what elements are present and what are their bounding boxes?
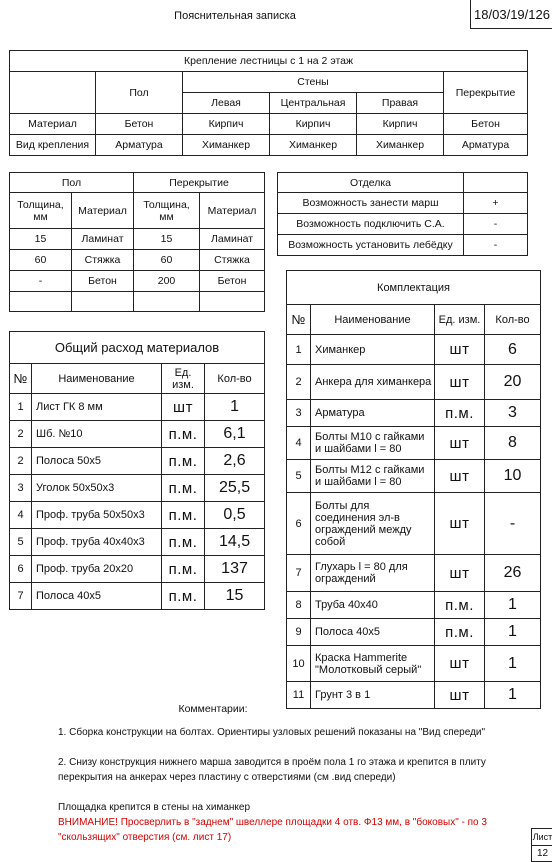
table-row: 1 Лист ГК 8 мм шт 1 xyxy=(10,394,265,421)
page-title: Пояснительная записка xyxy=(174,10,296,22)
finish-table xyxy=(277,172,528,256)
fastening-title: Крепление лестницы с 1 на 2 этаж xyxy=(10,51,528,72)
table-row: 5 Болты М12 с гайками и шайбами l = 80 шт 10 xyxy=(287,460,541,493)
table-row: 10 Краска Hammerite "Молотковый серый" шт 1 xyxy=(287,646,541,682)
thickness-table: Пол Перекрытие Толщина, мм Материал Толщина, мм Материал 15 Ламинат 15 Ламинат 60 Стяжка 60 Стяжка - Бетон 200 Бетон xyxy=(9,172,265,312)
table-row: - Бетон 200 Бетон xyxy=(10,271,265,292)
fastening-table xyxy=(9,50,528,156)
table-row: 6 Болты для соединения эл-в ограждений между собой шт - xyxy=(287,493,541,555)
warning-line-1: ВНИМАНИЕ! Просверлить в "заднем" швеллере площадки 4 отв. Ф13 мм, в "боковых" - по 3 xyxy=(58,817,487,828)
comment-3: Площадка крепится в стены на химанкер xyxy=(58,802,251,813)
table-row: 2 Шб. №10 п.м. 6,1 xyxy=(10,421,265,448)
comments-title: Комментарии: xyxy=(178,703,248,715)
table-row: 3 Уголок 50х50х3 п.м. 25,5 xyxy=(10,475,265,502)
table-row: 7 Глухарь l = 80 для ограждений шт 26 xyxy=(287,555,541,592)
table-row: 15 Ламинат 15 Ламинат xyxy=(10,229,265,250)
table-row: Возможность установить лебёдку - xyxy=(278,235,528,256)
col-walls: Стены xyxy=(183,72,444,93)
kit-table: Комплектация № Наименование Ед. изм. Кол-во 1 Химанкер шт 6 2 Анкера для химанкера шт 20 3 Арматура п.м. 3 4 Болты М10 с гайками и шайбами l = 80 шт 8 5 Болты М12 с гайками и шайбами l = 80 шт 10 6 Болты для соединения эл-в ограждений между собой шт - 7 Глухарь l = 80 для ограждений шт 26 8 Труба 40х40 п.м. 1 9 Полоса 40х5 п.м. 1 10 Краска Hammerite "Молотковый серый" шт 1 11 Грунт 3 в 1 шт 1 xyxy=(286,270,541,709)
finish-title: Отделка xyxy=(278,173,464,193)
col-ceiling: Перекрытие xyxy=(444,72,528,114)
table-row: Вид крепления Арматура Химанкер Химанкер Химанкер Арматура xyxy=(10,135,528,156)
col-center: Центральная xyxy=(270,93,357,114)
table-row: 9 Полоса 40х5 п.м. 1 xyxy=(287,619,541,646)
comment-1: 1. Сборка конструкции на болтах. Ориентиры узловых решений показаны на "Вид спереди" xyxy=(58,727,486,738)
table-row: Возможность занести марш + xyxy=(278,193,528,214)
table-row: 11 Грунт 3 в 1 шт 1 xyxy=(287,682,541,709)
table-row: 60 Стяжка 60 Стяжка xyxy=(10,250,265,271)
table-row: 1 Химанкер шт 6 xyxy=(287,335,541,365)
table-row: Возможность подключить С.А. - xyxy=(278,214,528,235)
materials-table: Общий расход материалов № Наименование Ед. изм. Кол-во 1 Лист ГК 8 мм шт 1 2 Шб. №10 п.м. 6,1 2 Полоса 50х5 п.м. 2,6 3 Уголок 50х50х3 п.м. 25,5 4 Проф. труба 50х50х3 п.м. 0,5 5 Проф. труба 40х40х3 п.м. 14,5 6 Проф. труба 20х20 п.м. 137 7 Полоса 40х5 п.м. 15 xyxy=(9,331,265,610)
table-row: 4 Болты М10 с гайками и шайбами l = 80 шт 8 xyxy=(287,427,541,460)
table-row: 5 Проф. труба 40х40х3 п.м. 14,5 xyxy=(10,529,265,556)
sheet-number: 12 xyxy=(531,845,552,862)
kit-title: Комплектация xyxy=(287,271,541,305)
table-row: 7 Полоса 40х5 п.м. 15 xyxy=(10,583,265,610)
comment-2b: перекрытия на анкерах через пластину с отверстиями (см .вид спереди) xyxy=(58,772,396,783)
materials-title: Общий расход материалов xyxy=(10,332,265,364)
table-row: 6 Проф. труба 20х20 п.м. 137 xyxy=(10,556,265,583)
document-number: 18/03/19/126 xyxy=(470,0,552,29)
table-row: 3 Арматура п.м. 3 xyxy=(287,400,541,427)
table-row: 2 Анкера для химанкера шт 20 xyxy=(287,365,541,400)
table-row: 2 Полоса 50х5 п.м. 2,6 xyxy=(10,448,265,475)
col-floor: Пол xyxy=(10,173,134,193)
table-row: 4 Проф. труба 50х50х3 п.м. 0,5 xyxy=(10,502,265,529)
comment-2a: 2. Снизу конструкция нижнего марша заводится в проём пола 1 го этажа и крепится в плиту xyxy=(58,757,486,768)
table-row: Материал Бетон Кирпич Кирпич Кирпич Бетон xyxy=(10,114,528,135)
comments-block xyxy=(58,725,528,845)
sheet-label: Лист xyxy=(531,828,552,846)
table-row: 8 Труба 40х40 п.м. 1 xyxy=(287,592,541,619)
col-right: Правая xyxy=(357,93,444,114)
col-ceiling: Перекрытие xyxy=(134,173,265,193)
warning-line-2: "скользящих" отверстия (см. лист 17) xyxy=(58,832,232,843)
col-floor: Пол xyxy=(96,72,183,114)
col-left: Левая xyxy=(183,93,270,114)
